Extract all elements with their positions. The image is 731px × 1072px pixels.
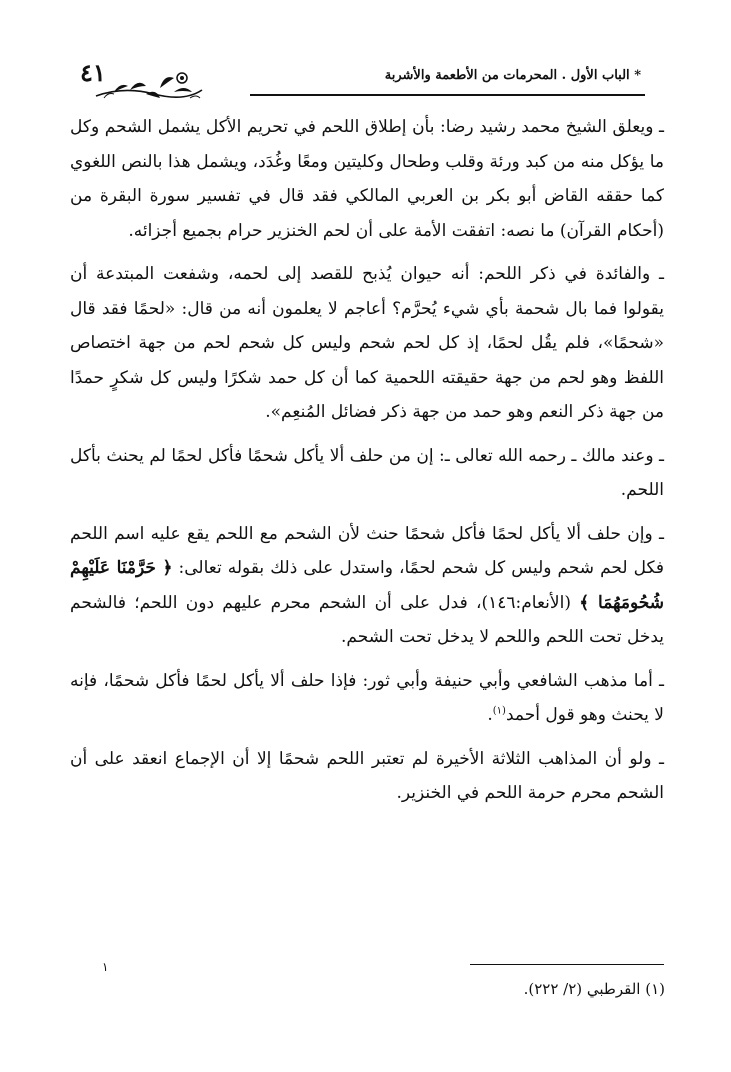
main-text (70, 110, 664, 820)
footnote-reference: (١) (492, 705, 506, 717)
paragraph-4 (70, 517, 664, 655)
paragraph-5 (70, 664, 664, 733)
paragraph-4-text-before: ـ وإن حلف ألا يأكل لحمًا فأكل شحمًا حنث لأن الشحم مع اللحم يقع عليه اسم اللحم فكل لحم شحم وليس كل شحم لحمًا، واستدل على ذلك بقوله تعالى: (70, 523, 665, 578)
page-number: ٤١ (80, 58, 106, 87)
paragraph-1: ـ ويعلق الشيخ محمد رشيد رضا: بأن إطلاق اللحم في تحريم الأكل يشمل الشحم وكل ما يؤكل منه من كبد ورئة وقلب وطحال وكليتين ومعًا وغُدَد، ويشمل هذا بالنص اللغوي كما حققه القاض أبو بكر بن العربي المالكي فقد قال في تفسير سورة البقرة من (أحكام القرآن) ما نصه: اتفقت الأمة على أن لحم الخنزير حرام بجميع أجزائه. (70, 117, 664, 241)
page-header (80, 58, 641, 104)
paragraph-5-end: . (487, 705, 493, 725)
paragraph-3: ـ وعند مالك ـ رحمه الله تعالى ـ: إن من حلف ألا يأكل شحمًا فأكل لحمًا لم يحنث بأكل اللحم. (70, 445, 664, 500)
footnote-1: (١) القرطبي (٢/ ٢٢٢). (523, 980, 665, 998)
footnote-mark: ١ (102, 960, 109, 974)
paragraph-5-text: ـ أما مذهب الشافعي وأبي حنيفة وأبي ثور: فإذا حلف ألا يأكل لحمًا فأكل شحمًا، فإنه لا يحنث وهو قول أحمد (70, 670, 664, 725)
paragraph-4-text-after: فدل على أن الشحم محرم عليهم دون اللحم؛ فالشحم يدخل تحت اللحم واللحم لا يدخل تحت الشحم. (70, 592, 664, 647)
quran-citation: (الأنعام:١٤٦)، (476, 592, 571, 613)
header-rule (250, 94, 645, 96)
floral-ornament-icon (94, 68, 204, 104)
paragraph-2: ـ والفائدة في ذكر اللحم: أنه حيوان يُذبح للقصد إلى لحمه، وشفعت المبتدعة أن يقولوا فما بال شحمة بأي شيء يُحرَّم؟ أعاجم لا يعلمون أنه من قال: «لحمًا فقد قال «شحمًا»، فلم يقُل لحمًا، إذ كل لحم شحم وليس كل شحم لحم من جهة اختصاص اللفظ وهو لحم من جهة حقيقته اللحمية كما أن كل حمد شكرًا وليس كل شكرٍ حمدًا من جهة ذكر النعم وهو حمد من جهة ذكر فضائل المُنعِم». (70, 264, 664, 422)
quran-verse: ﴿ حَرَّمْنَا عَلَيْهِمْ شُحُومَهُمَا ﴾ (70, 558, 664, 613)
paragraph-6: ـ ولو أن المذاهب الثلاثة الأخيرة لم تعتبر اللحم شحمًا إلا أن الإجماع انعقد على أن الشحم محرم حرمة اللحم في الخنزير. (70, 748, 664, 803)
footnote-rule (470, 964, 664, 965)
running-head: * الباب الأول . المحرمات من الأطعمة والأشربة (384, 68, 641, 83)
